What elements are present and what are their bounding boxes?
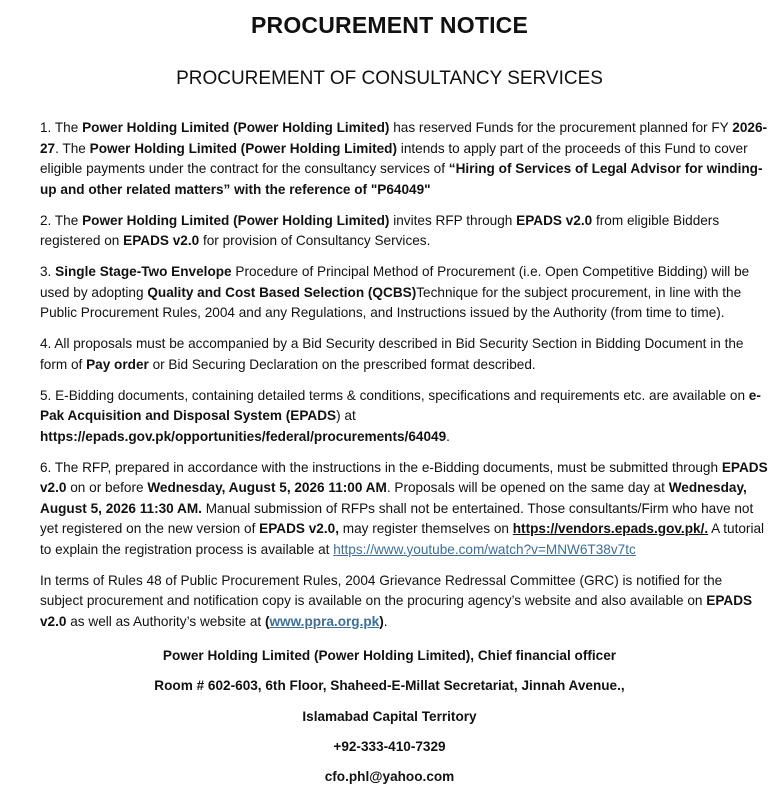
- vendors-link[interactable]: https://vendors.epads.gov.pk/.: [512, 521, 709, 536]
- org-name: Power Holding Limited (Power Holding Limited): [82, 212, 390, 228]
- signature-title: Power Holding Limited (Power Holding Limited), Chief financial officer: [162, 648, 617, 663]
- paragraph-2: [40, 211, 768, 252]
- org-name: Power Holding Limited (Power Holding Limited): [89, 140, 398, 156]
- signature-block: [0, 646, 779, 797]
- ppra-link[interactable]: www.ppra.org.pk: [269, 613, 380, 629]
- text: intends to apply part of the proceeds of this Fund to cover eligible payments under the contract for the consultancy services of: [40, 140, 748, 176]
- text: 3.: [40, 264, 56, 279]
- paren: ): [379, 613, 384, 629]
- opening-time: Wednesday, August 5, 2026 11:30 AM.: [40, 480, 747, 516]
- text: 6. The RFP, prepared in accordance with the instructions in the e-Bidding documents, must be submitted through: [40, 459, 722, 475]
- text: 4. All proposals must be accompanied by a Bid Security described in Bid Security Section in Bidding Document in the form of: [40, 336, 744, 372]
- selection-method: Quality and Cost Based Selection (QCBS): [147, 284, 417, 300]
- system-name: EPADS v2.0: [516, 212, 593, 228]
- system-name: EPADS v2.0: [40, 593, 753, 629]
- signature-city: Islamabad Capital Territory: [302, 708, 477, 724]
- signature-phone: +92-333-410-7329: [333, 738, 446, 754]
- text: may register themselves on: [338, 521, 513, 536]
- text: as well as Authority’s website at: [66, 613, 265, 629]
- system-name: e-Pak Acquisition and Disposal System (EPADS: [40, 387, 761, 423]
- paragraph-1: [40, 118, 768, 200]
- paren: (: [264, 613, 270, 629]
- org-name: Power Holding Limited (Power Holding Limited): [82, 120, 390, 135]
- paragraph-5: [40, 386, 768, 448]
- paragraph-7: [40, 571, 768, 633]
- text: on or before: [66, 480, 148, 495]
- pay-order: Pay order: [86, 356, 149, 372]
- system-name: EPADS v2.0: [40, 459, 768, 495]
- text: 2. The: [40, 212, 83, 228]
- text: . The: [55, 140, 90, 156]
- paragraph-4: [40, 334, 768, 375]
- notice-body: [40, 118, 768, 643]
- signature-address: Room # 602-603, 6th Floor, Shaheed-E-Millat Secretariat, Jinnah Avenue.,: [154, 678, 625, 694]
- text: .: [383, 613, 388, 629]
- procurement-url: https://epads.gov.pk/opportunities/federal/procurements/64049: [40, 428, 447, 444]
- system-name: EPADS v2.0: [123, 233, 200, 248]
- system-name: EPADS v2.0,: [259, 521, 339, 536]
- text: for provision of Consultancy Services.: [199, 233, 431, 248]
- text: .: [446, 428, 450, 444]
- text: In terms of Rules 48 of Public Procurement Rules, 2004 Grievance Redressal Committee (GRC) is notified for the subject procurement and notification copy is available on the procuring agency’s website and also available on: [40, 572, 723, 608]
- text: . Proposals will be opened on the same day at: [386, 480, 669, 495]
- text: Procedure of Principal Method of Procurement (i.e. Open Competitive Bidding) will be used by adopting: [40, 264, 750, 300]
- text: 1. The: [40, 120, 83, 135]
- text: has reserved Funds for the procurement planned for FY: [389, 120, 733, 135]
- paragraph-3: [40, 262, 768, 324]
- text: ) at: [336, 408, 356, 423]
- submission-deadline: Wednesday, August 5, 2026 11:00 AM: [147, 480, 387, 495]
- fiscal-year: 2026-27: [40, 120, 768, 156]
- text: A tutorial to explain the registration process is available at: [40, 521, 765, 557]
- text: or Bid Securing Declaration on the prescribed format described.: [148, 356, 536, 372]
- procedure-name: Single Stage-Two Envelope: [55, 264, 232, 279]
- notice-title: PROCUREMENT NOTICE: [250, 12, 529, 38]
- text: from eligible Bidders registered on: [40, 212, 720, 248]
- text: 5. E-Bidding documents, containing detailed terms & conditions, specifications and requirements etc. are available on: [40, 387, 749, 403]
- service-description: “Hiring of Services of Legal Advisor for winding-up and other related matters” with the reference of "P64049": [40, 161, 763, 197]
- notice-subtitle: PROCUREMENT OF CONSULTANCY SERVICES: [176, 68, 603, 89]
- text: Manual submission of RFPs shall not be entertained. Those consultants/Firm who have not yet registered on the new version of: [40, 500, 754, 536]
- signature-email: cfo.phl@yahoo.com: [324, 769, 455, 785]
- text: invites RFP through: [389, 212, 517, 228]
- paragraph-6: [40, 458, 768, 561]
- youtube-tutorial-link[interactable]: https://www.youtube.com/watch?v=MNW6T38v7tc: [333, 541, 636, 557]
- text: Technique for the subject procurement, in line with the Public Procurement Rules, 2004 and any Regulations, and Instructions issued by the Authority (from time to time).: [40, 284, 742, 320]
